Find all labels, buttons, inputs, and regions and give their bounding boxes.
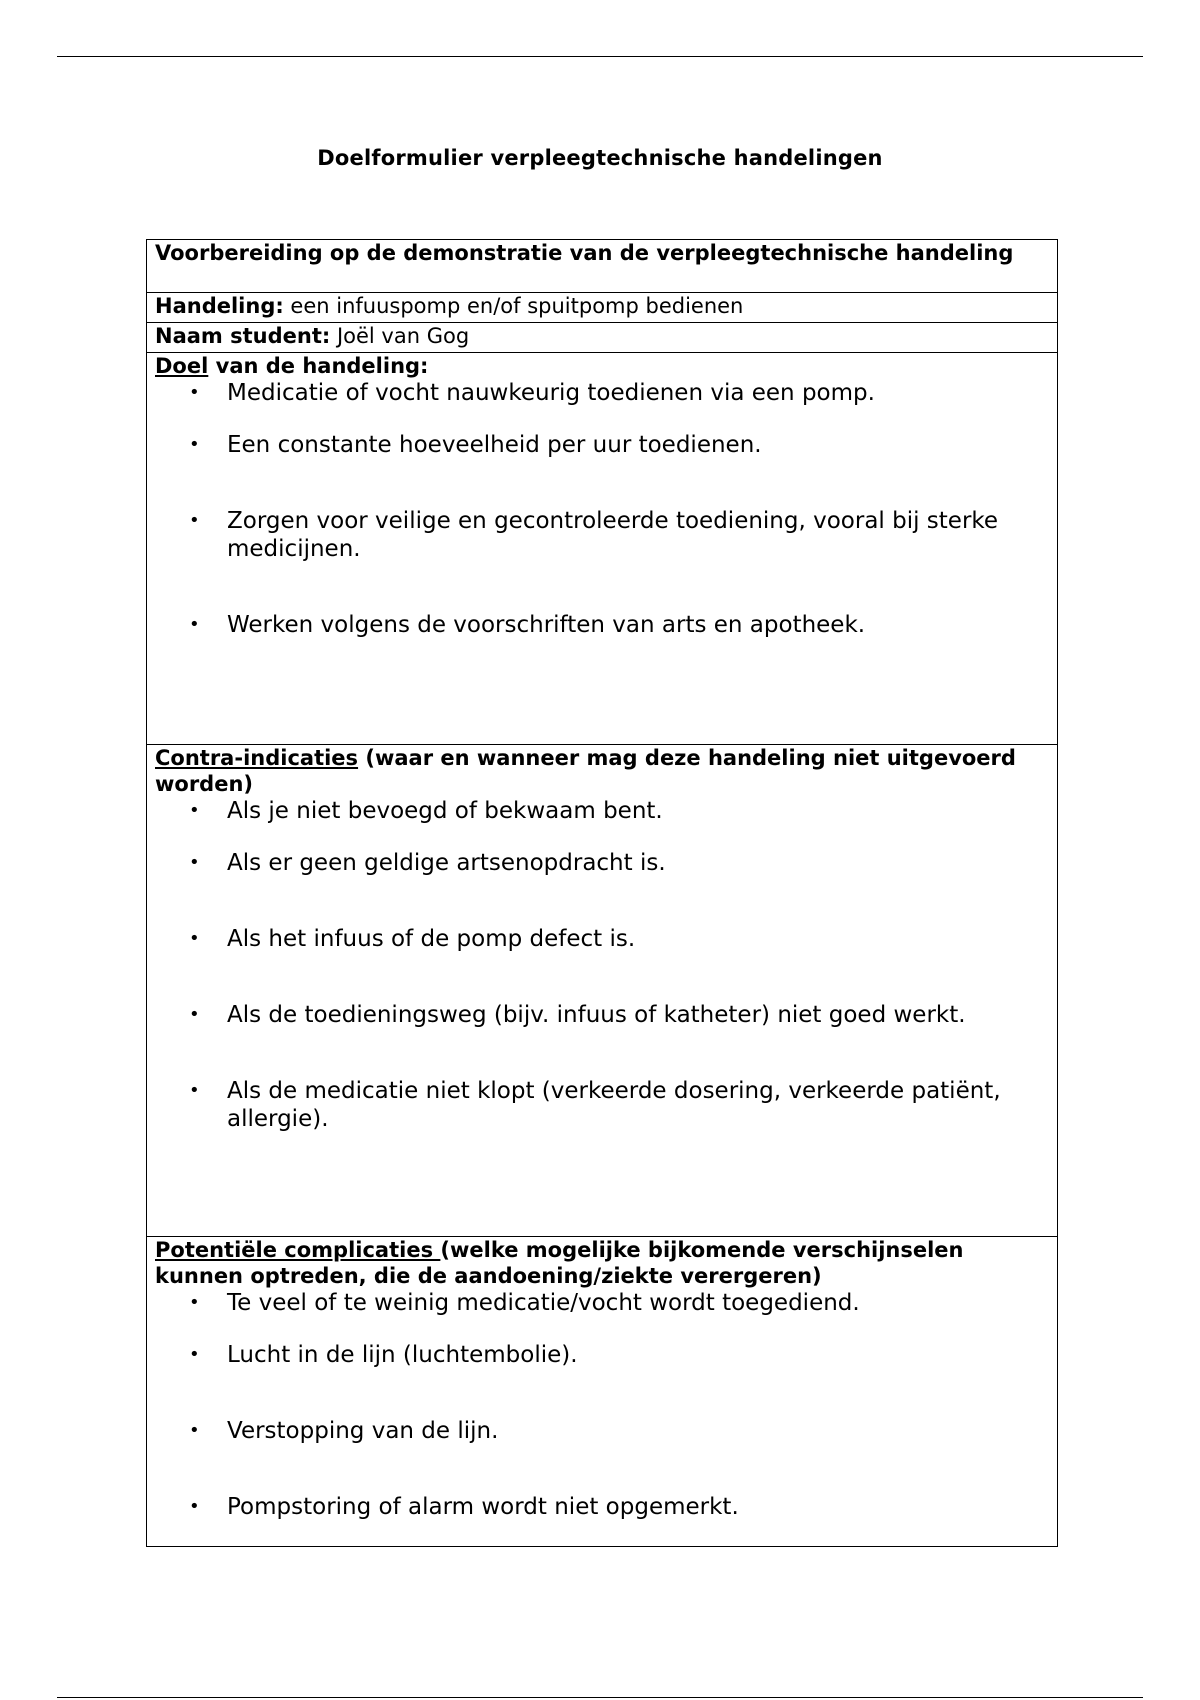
contra-list [155, 797, 1049, 1133]
contra-title-underlined: Contra-indicaties [155, 746, 359, 770]
contra-title [155, 745, 1049, 797]
complicaties-title-underlined: Potentiële complicaties [155, 1238, 441, 1262]
bullet-icon: • [189, 382, 200, 403]
contra-section [147, 744, 1057, 1236]
complicaties-title [155, 1237, 1049, 1289]
bullet-icon: • [189, 800, 200, 821]
doel-section [147, 352, 1057, 744]
bullet-icon: • [189, 614, 200, 635]
list-item: • Te veel of te weinig medicatie/vocht wordt toegediend. [189, 1290, 860, 1316]
list-item: • Lucht in de lijn (luchtembolie). [189, 1342, 578, 1368]
list-item: • Zorgen voor veilige en gecontroleerde toediening, vooral bij sterke medicijnen. [189, 508, 999, 562]
complicaties-title-rest: (welke mogelijke bijkomende verschijnselen kunnen optreden, die de aandoening/ziekte verergeren) [155, 1238, 964, 1288]
bullet-icon: • [189, 1080, 200, 1101]
bullet-icon: • [189, 434, 200, 455]
student-value: Joël van Gog [330, 324, 470, 348]
list-item: • Als de toedieningsweg (bijv. infuus of katheter) niet goed werkt. [189, 1002, 966, 1028]
contra-title-rest: (waar en wanneer mag deze handeling niet uitgevoerd worden) [155, 746, 1016, 796]
student-row [147, 322, 1057, 352]
list-item: • Een constante hoeveelheid per uur toedienen. [189, 432, 762, 458]
bottom-rule [57, 1697, 1143, 1698]
bullet-icon: • [189, 928, 200, 949]
list-item: • Pompstoring of alarm wordt niet opgemerkt. [189, 1494, 739, 1520]
bullet-icon: • [189, 1496, 200, 1517]
complicaties-list [155, 1289, 1049, 1521]
doel-title-underlined: Doel [155, 354, 209, 378]
form-header: Voorbereiding op de demonstratie van de verpleegtechnische handeling [155, 241, 1014, 265]
doel-title-rest: van de handeling: [208, 354, 429, 378]
handeling-value: een infuuspomp en/of spuitpomp bedienen [283, 294, 744, 318]
page-title: Doelformulier verpleegtechnische handelingen [317, 146, 883, 170]
top-rule [57, 56, 1143, 57]
bullet-icon: • [189, 1420, 200, 1441]
list-item: • Als je niet bevoegd of bekwaam bent. [189, 798, 663, 824]
bullet-icon: • [189, 1292, 200, 1313]
list-item: • Werken volgens de voorschriften van arts en apotheek. [189, 612, 866, 638]
complicaties-section [147, 1236, 1057, 1546]
handeling-label: Handeling: [155, 294, 284, 318]
bullet-icon: • [189, 852, 200, 873]
doel-list [155, 379, 1049, 639]
handeling-row [147, 292, 1057, 322]
form-table [146, 239, 1058, 1547]
list-item: • Verstopping van de lijn. [189, 1418, 499, 1444]
list-item: • Als het infuus of de pomp defect is. [189, 926, 636, 952]
doel-title [155, 353, 1049, 379]
bullet-icon: • [189, 510, 200, 531]
bullet-icon: • [189, 1004, 200, 1025]
list-item: • Medicatie of vocht nauwkeurig toedienen via een pomp. [189, 380, 875, 406]
list-item: • Als de medicatie niet klopt (verkeerde dosering, verkeerde patiënt, allergie). [189, 1078, 1001, 1132]
list-item: • Als er geen geldige artsenopdracht is. [189, 850, 666, 876]
student-label: Naam student: [155, 324, 331, 348]
bullet-icon: • [189, 1344, 200, 1365]
